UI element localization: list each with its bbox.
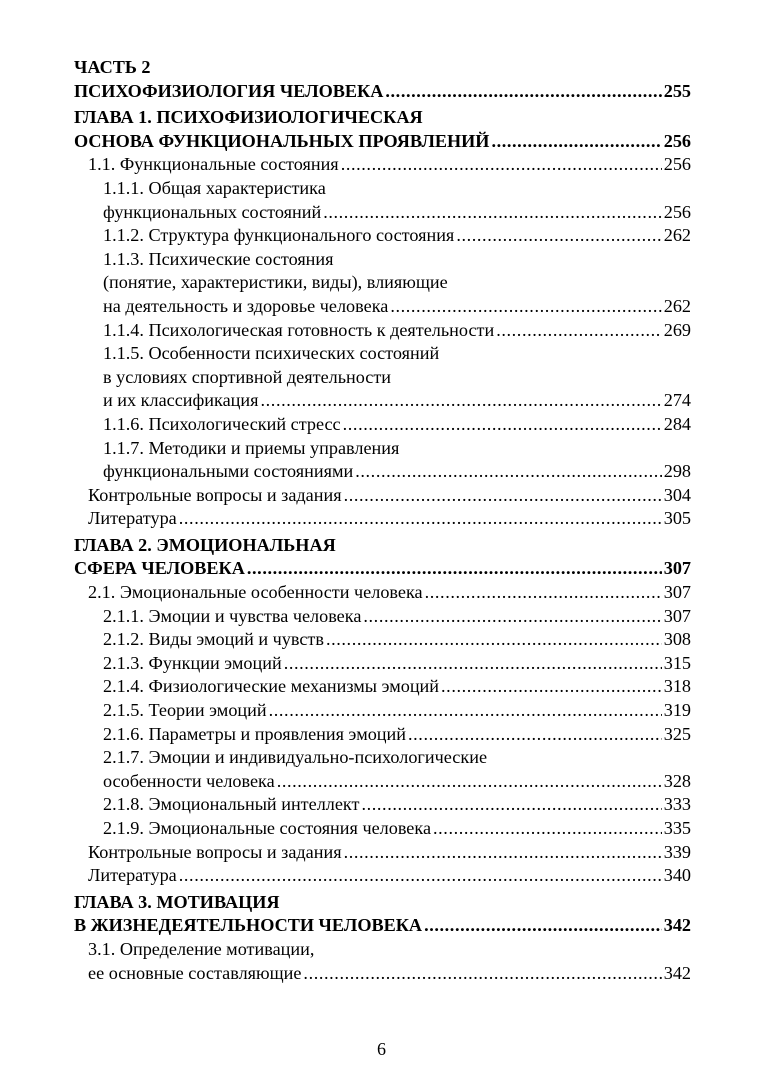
toc-entry xyxy=(74,817,691,841)
toc-entry xyxy=(74,177,691,224)
toc-entry-title: функциональных состояний xyxy=(103,201,322,222)
toc-line xyxy=(74,962,691,986)
toc-page-number: 335 xyxy=(663,818,691,838)
toc-line xyxy=(74,699,691,723)
toc-chapter-entry xyxy=(74,891,691,938)
toc-entry-title: 2.1.4. Физиологические механизмы эмоций xyxy=(103,676,440,697)
toc-line xyxy=(74,557,691,581)
toc-line xyxy=(74,342,691,366)
toc-page-number: 328 xyxy=(663,770,691,791)
toc-entry-title: 2.1.8. Эмоциональный интеллект xyxy=(103,794,360,815)
toc-page-number: 315 xyxy=(663,652,691,673)
toc-page-number: 340 xyxy=(663,865,691,886)
toc-entry-title: ГЛАВА 2. ЭМОЦИОНАЛЬНАЯ xyxy=(74,534,336,555)
toc-entry-title: Контрольные вопросы и задания xyxy=(88,484,342,505)
dot-leader xyxy=(341,153,662,177)
dot-leader xyxy=(277,770,662,794)
toc-page-number: 342 xyxy=(663,962,691,983)
toc-chapter-entry xyxy=(74,56,691,103)
toc-entry xyxy=(74,723,691,747)
toc-entry xyxy=(74,413,691,437)
dot-leader xyxy=(344,841,662,865)
toc-line xyxy=(74,80,691,104)
toc-page-number: 319 xyxy=(663,700,691,721)
toc-entry xyxy=(74,581,691,605)
toc-entry-title: 2.1. Эмоциональные особенности человека xyxy=(88,582,423,603)
dot-leader xyxy=(303,962,661,986)
toc-entry-title: Контрольные вопросы и задания xyxy=(88,841,342,862)
dot-leader xyxy=(433,817,662,841)
toc-entry-title: ПСИХОФИЗИОЛОГИЯ ЧЕЛОВЕКА xyxy=(74,80,384,101)
toc-line xyxy=(74,817,691,841)
dot-leader xyxy=(261,389,662,413)
toc-entry-title: 2.1.6. Параметры и проявления эмоций xyxy=(103,723,406,744)
toc-entry xyxy=(74,437,691,484)
toc-line xyxy=(74,271,691,295)
toc-entry xyxy=(74,652,691,676)
toc-entry xyxy=(74,319,691,343)
toc-line xyxy=(74,628,691,652)
toc-line xyxy=(74,652,691,676)
dot-leader xyxy=(390,295,661,319)
dot-leader xyxy=(441,675,662,699)
toc-entry xyxy=(74,342,691,413)
dot-leader xyxy=(323,201,662,225)
dot-leader xyxy=(344,484,662,508)
toc-entry xyxy=(74,864,691,888)
toc-line xyxy=(74,319,691,343)
toc-line xyxy=(74,437,691,461)
toc-line xyxy=(74,389,691,413)
toc-line xyxy=(74,938,691,962)
toc-entry-title: ее основные составляющие xyxy=(88,962,302,983)
toc-entry-title: 1.1.7. Методики и приемы управления xyxy=(103,437,400,458)
toc-line xyxy=(74,675,691,699)
toc-line xyxy=(74,484,691,508)
toc-entry xyxy=(74,507,691,531)
toc-entry xyxy=(74,605,691,629)
table-of-contents xyxy=(74,56,691,985)
toc-line xyxy=(74,56,691,80)
toc-entry-title: Литература xyxy=(88,508,177,529)
toc-line xyxy=(74,581,691,605)
dot-leader xyxy=(284,652,662,676)
toc-entry xyxy=(74,248,691,319)
page-number: 6 xyxy=(377,1039,386,1059)
toc-entry-title: 2.1.2. Виды эмоций и чувств xyxy=(103,629,324,650)
toc-page-number: 269 xyxy=(663,319,691,340)
dot-leader xyxy=(363,605,661,629)
toc-entry xyxy=(74,224,691,248)
toc-page-number: 256 xyxy=(663,130,691,151)
dot-leader xyxy=(247,557,662,581)
toc-page-number: 318 xyxy=(663,676,691,697)
toc-line xyxy=(74,723,691,747)
toc-line xyxy=(74,177,691,201)
toc-entry xyxy=(74,153,691,177)
toc-entry xyxy=(74,746,691,793)
dot-leader xyxy=(425,581,662,605)
toc-entry-title: на деятельность и здоровье человека xyxy=(103,295,389,316)
toc-entry xyxy=(74,793,691,817)
toc-line xyxy=(74,507,691,531)
toc-page-number: 256 xyxy=(663,201,691,222)
toc-line xyxy=(74,841,691,865)
dot-leader xyxy=(361,793,661,817)
toc-entry-title: СФЕРА ЧЕЛОВЕКА xyxy=(74,558,245,579)
toc-entry-title: ГЛАВА 3. МОТИВАЦИЯ xyxy=(74,891,280,912)
toc-entry-title: особенности человека xyxy=(103,770,275,791)
toc-line xyxy=(74,366,691,390)
toc-line xyxy=(74,891,691,915)
toc-entry-title: 1.1. Функциональные состояния xyxy=(88,154,339,175)
toc-entry-title: Литература xyxy=(88,865,177,886)
toc-entry-title: функциональными состояниями xyxy=(103,461,354,482)
dot-leader xyxy=(179,507,662,531)
toc-entry-title: 2.1.7. Эмоции и индивидуально-психологические xyxy=(103,747,488,768)
toc-page-number: 256 xyxy=(663,154,691,175)
toc-entry-title: 1.1.1. Общая характеристика xyxy=(103,177,326,198)
dot-leader xyxy=(491,130,661,154)
toc-line xyxy=(74,153,691,177)
toc-entry xyxy=(74,841,691,865)
toc-line xyxy=(74,605,691,629)
toc-entry-title: В ЖИЗНЕДЕЯТЕЛЬНОСТИ ЧЕЛОВЕКА xyxy=(74,915,423,936)
toc-line xyxy=(74,248,691,272)
toc-page-number: 305 xyxy=(663,508,691,529)
toc-entry-title: 1.1.3. Психические состояния xyxy=(103,248,334,269)
dot-leader xyxy=(424,914,662,938)
toc-entry xyxy=(74,484,691,508)
toc-line xyxy=(74,106,691,130)
toc-page-number: 307 xyxy=(663,558,691,579)
toc-line xyxy=(74,746,691,770)
toc-entry xyxy=(74,675,691,699)
toc-entry-title: ЧАСТЬ 2 xyxy=(74,57,151,77)
toc-page-number: 308 xyxy=(663,629,691,650)
dot-leader xyxy=(496,319,662,343)
toc-entry xyxy=(74,628,691,652)
toc-entry-title: 2.1.1. Эмоции и чувства человека xyxy=(103,605,362,626)
toc-line xyxy=(74,413,691,437)
toc-entry-title: (понятие, характеристики, виды), влияющие xyxy=(103,272,448,293)
toc-line xyxy=(74,793,691,817)
toc-page-number: 255 xyxy=(663,80,691,101)
toc-entry-title: ГЛАВА 1. ПСИХОФИЗИОЛОГИЧЕСКАЯ xyxy=(74,107,423,128)
dot-leader xyxy=(269,699,662,723)
toc-page-number: 333 xyxy=(663,794,691,815)
dot-leader xyxy=(408,723,662,747)
toc-page-number: 262 xyxy=(663,225,691,246)
toc-entry-title: 1.1.2. Структура функционального состояния xyxy=(103,225,455,246)
dot-leader xyxy=(355,460,661,484)
toc-page-number: 284 xyxy=(663,413,691,434)
toc-entry xyxy=(74,938,691,985)
toc-page-number: 298 xyxy=(663,461,691,482)
toc-entry-title: 3.1. Определение мотивации, xyxy=(88,938,315,959)
dot-leader xyxy=(179,864,662,888)
dot-leader xyxy=(343,413,662,437)
toc-page-number: 307 xyxy=(663,582,691,603)
toc-page-number: 274 xyxy=(663,390,691,411)
toc-entry-title: и их классификация xyxy=(103,390,259,411)
toc-entry-title: ОСНОВА ФУНКЦИОНАЛЬНЫХ ПРОЯВЛЕНИЙ xyxy=(74,130,490,151)
dot-leader xyxy=(385,80,661,104)
toc-entry-title: 1.1.4. Психологическая готовность к деятельности xyxy=(103,319,495,340)
dot-leader xyxy=(326,628,662,652)
toc-line xyxy=(74,224,691,248)
toc-entry-title: 2.1.5. Теории эмоций xyxy=(103,700,267,721)
toc-page-number: 304 xyxy=(663,484,691,505)
toc-page-number: 339 xyxy=(663,841,691,862)
toc-entry-title: 1.1.5. Особенности психических состояний xyxy=(103,343,440,364)
toc-line xyxy=(74,534,691,558)
toc-entry-title: 1.1.6. Психологический стресс xyxy=(103,413,341,434)
toc-line xyxy=(74,864,691,888)
toc-page-number: 325 xyxy=(663,723,691,744)
toc-entry-title: 2.1.3. Функции эмоций xyxy=(103,652,282,673)
dot-leader xyxy=(456,224,661,248)
toc-chapter-entry xyxy=(74,534,691,581)
toc-line xyxy=(74,460,691,484)
toc-chapter-entry xyxy=(74,106,691,153)
toc-line xyxy=(74,914,691,938)
toc-line xyxy=(74,201,691,225)
toc-page-number: 342 xyxy=(663,915,691,936)
toc-entry xyxy=(74,699,691,723)
toc-page-number: 262 xyxy=(663,295,691,316)
toc-entry-title: в условиях спортивной деятельности xyxy=(103,366,392,387)
toc-line xyxy=(74,295,691,319)
toc-page-number: 307 xyxy=(663,605,691,626)
toc-line xyxy=(74,130,691,154)
toc-entry-title: 2.1.9. Эмоциональные состояния человека xyxy=(103,818,432,838)
toc-line xyxy=(74,770,691,794)
